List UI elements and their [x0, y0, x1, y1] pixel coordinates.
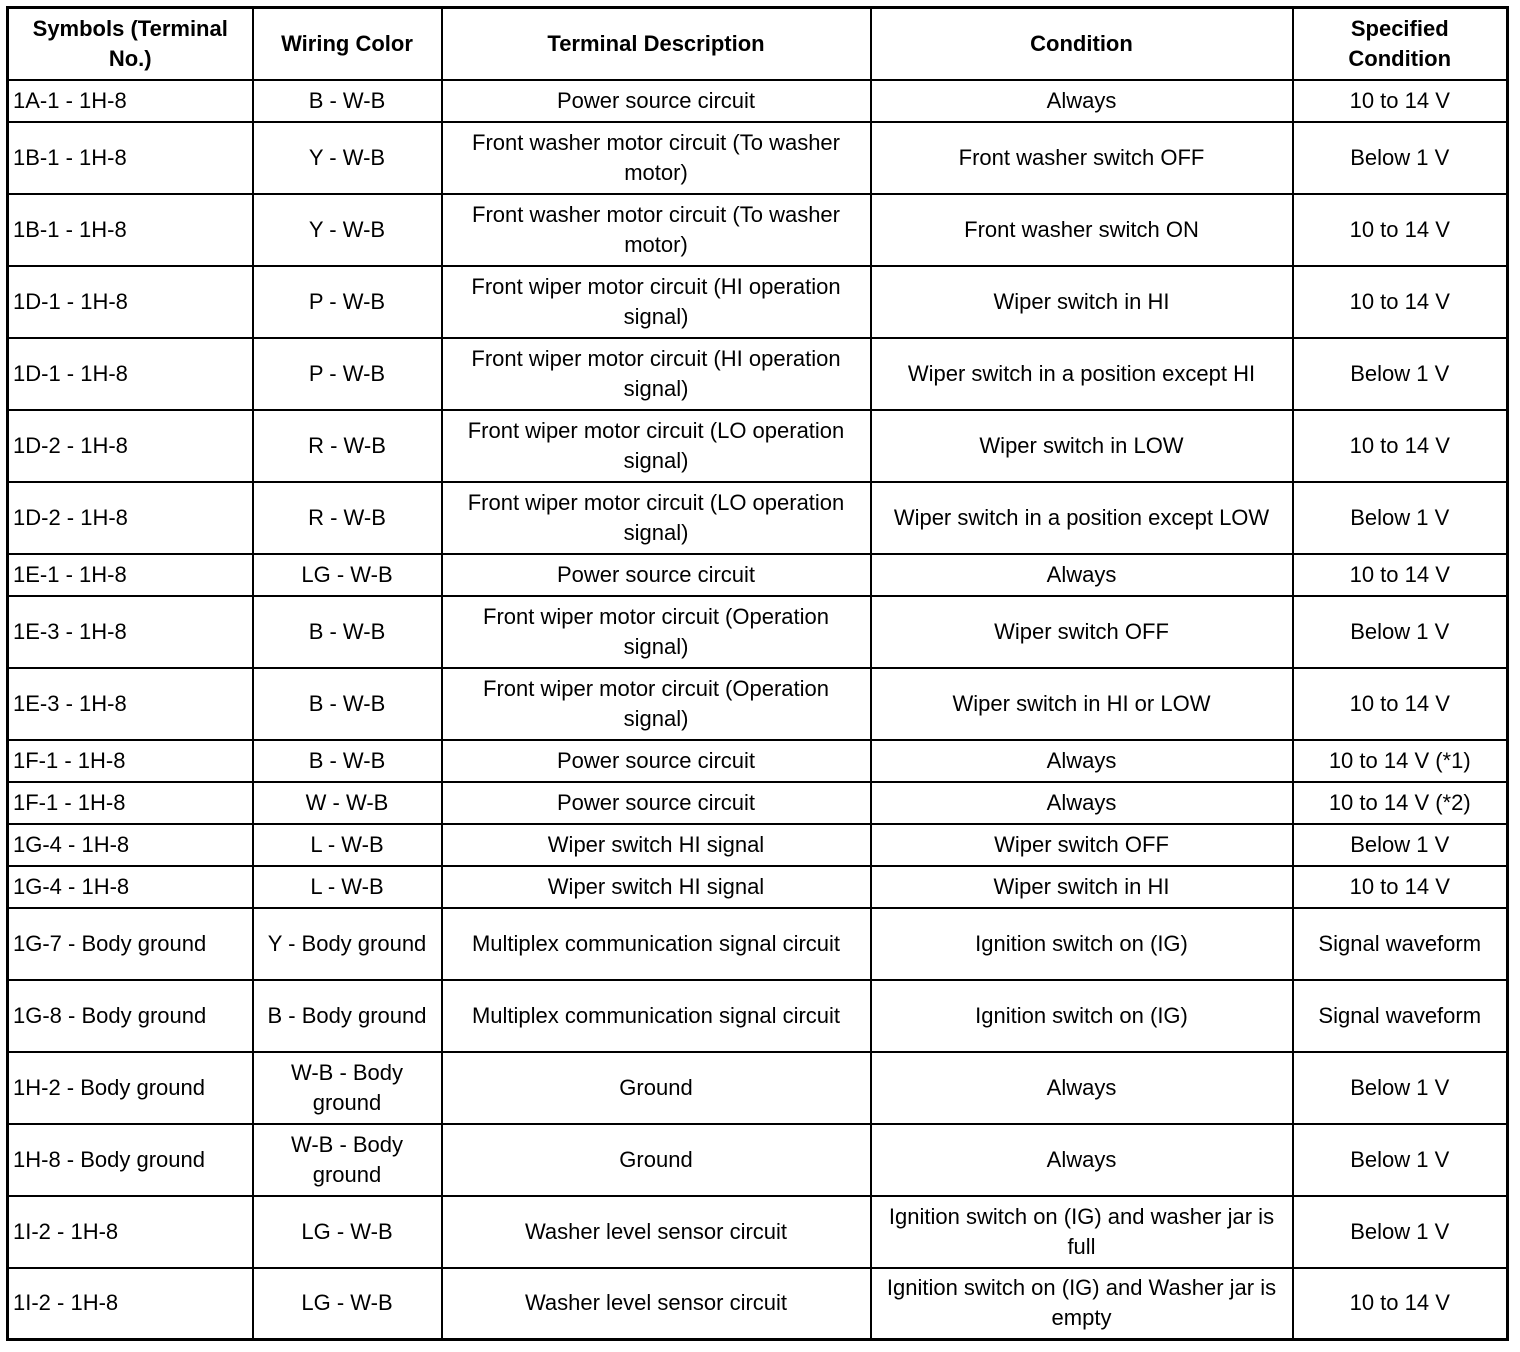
cell-condition: Front washer switch ON: [871, 194, 1293, 266]
cell-symbols: 1I-2 - 1H-8: [8, 1268, 253, 1340]
cell-specified-condition: 10 to 14 V: [1293, 266, 1508, 338]
cell-terminal-description: Front wiper motor circuit (Operation signal): [442, 596, 871, 668]
header-specified-condition: Specified Condition: [1293, 8, 1508, 80]
cell-condition: Wiper switch in HI: [871, 266, 1293, 338]
cell-condition: Wiper switch in a position except HI: [871, 338, 1293, 410]
cell-symbols: 1E-3 - 1H-8: [8, 668, 253, 740]
table-row: [8, 122, 1508, 194]
cell-symbols: 1D-2 - 1H-8: [8, 482, 253, 554]
cell-condition: Always: [871, 740, 1293, 782]
cell-specified-condition: 10 to 14 V: [1293, 554, 1508, 596]
table-row: [8, 782, 1508, 824]
cell-wiring-color: R - W-B: [253, 410, 442, 482]
table-row: [8, 908, 1508, 980]
cell-specified-condition: 10 to 14 V: [1293, 1268, 1508, 1340]
cell-terminal-description: Front wiper motor circuit (LO operation signal): [442, 410, 871, 482]
table-row: [8, 1052, 1508, 1124]
cell-wiring-color: Y - Body ground: [253, 908, 442, 980]
table-row: [8, 668, 1508, 740]
cell-symbols: 1G-8 - Body ground: [8, 980, 253, 1052]
cell-symbols: 1D-1 - 1H-8: [8, 266, 253, 338]
cell-symbols: 1F-1 - 1H-8: [8, 740, 253, 782]
cell-specified-condition: 10 to 14 V: [1293, 80, 1508, 122]
cell-specified-condition: 10 to 14 V: [1293, 194, 1508, 266]
cell-symbols: 1E-1 - 1H-8: [8, 554, 253, 596]
cell-symbols: 1B-1 - 1H-8: [8, 122, 253, 194]
cell-specified-condition: 10 to 14 V (*1): [1293, 740, 1508, 782]
table-row: [8, 410, 1508, 482]
table-row: [8, 596, 1508, 668]
cell-specified-condition: Below 1 V: [1293, 1124, 1508, 1196]
header-condition: Condition: [871, 8, 1293, 80]
cell-symbols: 1D-1 - 1H-8: [8, 338, 253, 410]
cell-condition: Ignition switch on (IG): [871, 980, 1293, 1052]
cell-terminal-description: Wiper switch HI signal: [442, 824, 871, 866]
table-row: [8, 554, 1508, 596]
cell-symbols: 1G-4 - 1H-8: [8, 866, 253, 908]
cell-wiring-color: L - W-B: [253, 866, 442, 908]
table-row: [8, 1124, 1508, 1196]
cell-wiring-color: B - W-B: [253, 80, 442, 122]
cell-specified-condition: 10 to 14 V: [1293, 668, 1508, 740]
cell-wiring-color: B - W-B: [253, 740, 442, 782]
cell-terminal-description: Washer level sensor circuit: [442, 1268, 871, 1340]
cell-specified-condition: Below 1 V: [1293, 1052, 1508, 1124]
cell-condition: Wiper switch OFF: [871, 824, 1293, 866]
cell-condition: Ignition switch on (IG) and Washer jar is empty: [871, 1268, 1293, 1340]
cell-specified-condition: Below 1 V: [1293, 1196, 1508, 1268]
cell-wiring-color: P - W-B: [253, 338, 442, 410]
cell-specified-condition: 10 to 14 V: [1293, 410, 1508, 482]
cell-condition: Wiper switch in HI: [871, 866, 1293, 908]
cell-specified-condition: Below 1 V: [1293, 482, 1508, 554]
cell-wiring-color: W-B - Body ground: [253, 1124, 442, 1196]
cell-wiring-color: P - W-B: [253, 266, 442, 338]
cell-terminal-description: Power source circuit: [442, 782, 871, 824]
cell-condition: Wiper switch in LOW: [871, 410, 1293, 482]
table-row: [8, 266, 1508, 338]
table-row: [8, 824, 1508, 866]
cell-symbols: 1F-1 - 1H-8: [8, 782, 253, 824]
table-row: [8, 338, 1508, 410]
cell-condition: Wiper switch in HI or LOW: [871, 668, 1293, 740]
table-row: [8, 1268, 1508, 1340]
cell-terminal-description: Wiper switch HI signal: [442, 866, 871, 908]
cell-terminal-description: Washer level sensor circuit: [442, 1196, 871, 1268]
table-row: [8, 980, 1508, 1052]
cell-specified-condition: Below 1 V: [1293, 596, 1508, 668]
cell-terminal-description: Power source circuit: [442, 740, 871, 782]
header-terminal-description: Terminal Description: [442, 8, 871, 80]
cell-terminal-description: Front wiper motor circuit (LO operation signal): [442, 482, 871, 554]
cell-condition: Ignition switch on (IG) and washer jar is full: [871, 1196, 1293, 1268]
cell-terminal-description: Front wiper motor circuit (HI operation signal): [442, 338, 871, 410]
table-row: [8, 1196, 1508, 1268]
cell-symbols: 1D-2 - 1H-8: [8, 410, 253, 482]
header-symbols: Symbols (Terminal No.): [8, 8, 253, 80]
cell-terminal-description: Front washer motor circuit (To washer motor): [442, 194, 871, 266]
cell-condition: Always: [871, 782, 1293, 824]
table-row: [8, 740, 1508, 782]
cell-condition: Ignition switch on (IG): [871, 908, 1293, 980]
cell-terminal-description: Ground: [442, 1124, 871, 1196]
header-row: [8, 8, 1508, 80]
cell-condition: Front washer switch OFF: [871, 122, 1293, 194]
cell-specified-condition: Signal waveform: [1293, 908, 1508, 980]
cell-symbols: 1H-8 - Body ground: [8, 1124, 253, 1196]
cell-wiring-color: Y - W-B: [253, 194, 442, 266]
cell-terminal-description: Ground: [442, 1052, 871, 1124]
cell-specified-condition: 10 to 14 V: [1293, 866, 1508, 908]
cell-symbols: 1B-1 - 1H-8: [8, 194, 253, 266]
cell-condition: Wiper switch OFF: [871, 596, 1293, 668]
cell-condition: Always: [871, 1124, 1293, 1196]
table-row: [8, 194, 1508, 266]
cell-symbols: 1A-1 - 1H-8: [8, 80, 253, 122]
cell-wiring-color: R - W-B: [253, 482, 442, 554]
cell-condition: Wiper switch in a position except LOW: [871, 482, 1293, 554]
cell-specified-condition: Below 1 V: [1293, 338, 1508, 410]
header-wiring-color: Wiring Color: [253, 8, 442, 80]
cell-specified-condition: Signal waveform: [1293, 980, 1508, 1052]
terminal-spec-table: [6, 6, 1509, 1341]
cell-wiring-color: LG - W-B: [253, 554, 442, 596]
cell-wiring-color: Y - W-B: [253, 122, 442, 194]
table-row: [8, 80, 1508, 122]
cell-symbols: 1G-4 - 1H-8: [8, 824, 253, 866]
cell-terminal-description: Front wiper motor circuit (Operation signal): [442, 668, 871, 740]
cell-specified-condition: 10 to 14 V (*2): [1293, 782, 1508, 824]
cell-condition: Always: [871, 1052, 1293, 1124]
cell-wiring-color: B - W-B: [253, 668, 442, 740]
cell-terminal-description: Front wiper motor circuit (HI operation signal): [442, 266, 871, 338]
table-row: [8, 482, 1508, 554]
cell-symbols: 1H-2 - Body ground: [8, 1052, 253, 1124]
table-row: [8, 866, 1508, 908]
cell-symbols: 1G-7 - Body ground: [8, 908, 253, 980]
cell-terminal-description: Power source circuit: [442, 80, 871, 122]
cell-symbols: 1I-2 - 1H-8: [8, 1196, 253, 1268]
cell-condition: Always: [871, 80, 1293, 122]
cell-terminal-description: Multiplex communication signal circuit: [442, 980, 871, 1052]
cell-wiring-color: L - W-B: [253, 824, 442, 866]
table-body: [8, 80, 1508, 1340]
cell-wiring-color: W-B - Body ground: [253, 1052, 442, 1124]
cell-wiring-color: LG - W-B: [253, 1268, 442, 1340]
cell-terminal-description: Power source circuit: [442, 554, 871, 596]
cell-wiring-color: B - W-B: [253, 596, 442, 668]
cell-wiring-color: LG - W-B: [253, 1196, 442, 1268]
cell-specified-condition: Below 1 V: [1293, 824, 1508, 866]
cell-condition: Always: [871, 554, 1293, 596]
cell-wiring-color: W - W-B: [253, 782, 442, 824]
cell-wiring-color: B - Body ground: [253, 980, 442, 1052]
cell-terminal-description: Front washer motor circuit (To washer motor): [442, 122, 871, 194]
cell-terminal-description: Multiplex communication signal circuit: [442, 908, 871, 980]
cell-specified-condition: Below 1 V: [1293, 122, 1508, 194]
cell-symbols: 1E-3 - 1H-8: [8, 596, 253, 668]
